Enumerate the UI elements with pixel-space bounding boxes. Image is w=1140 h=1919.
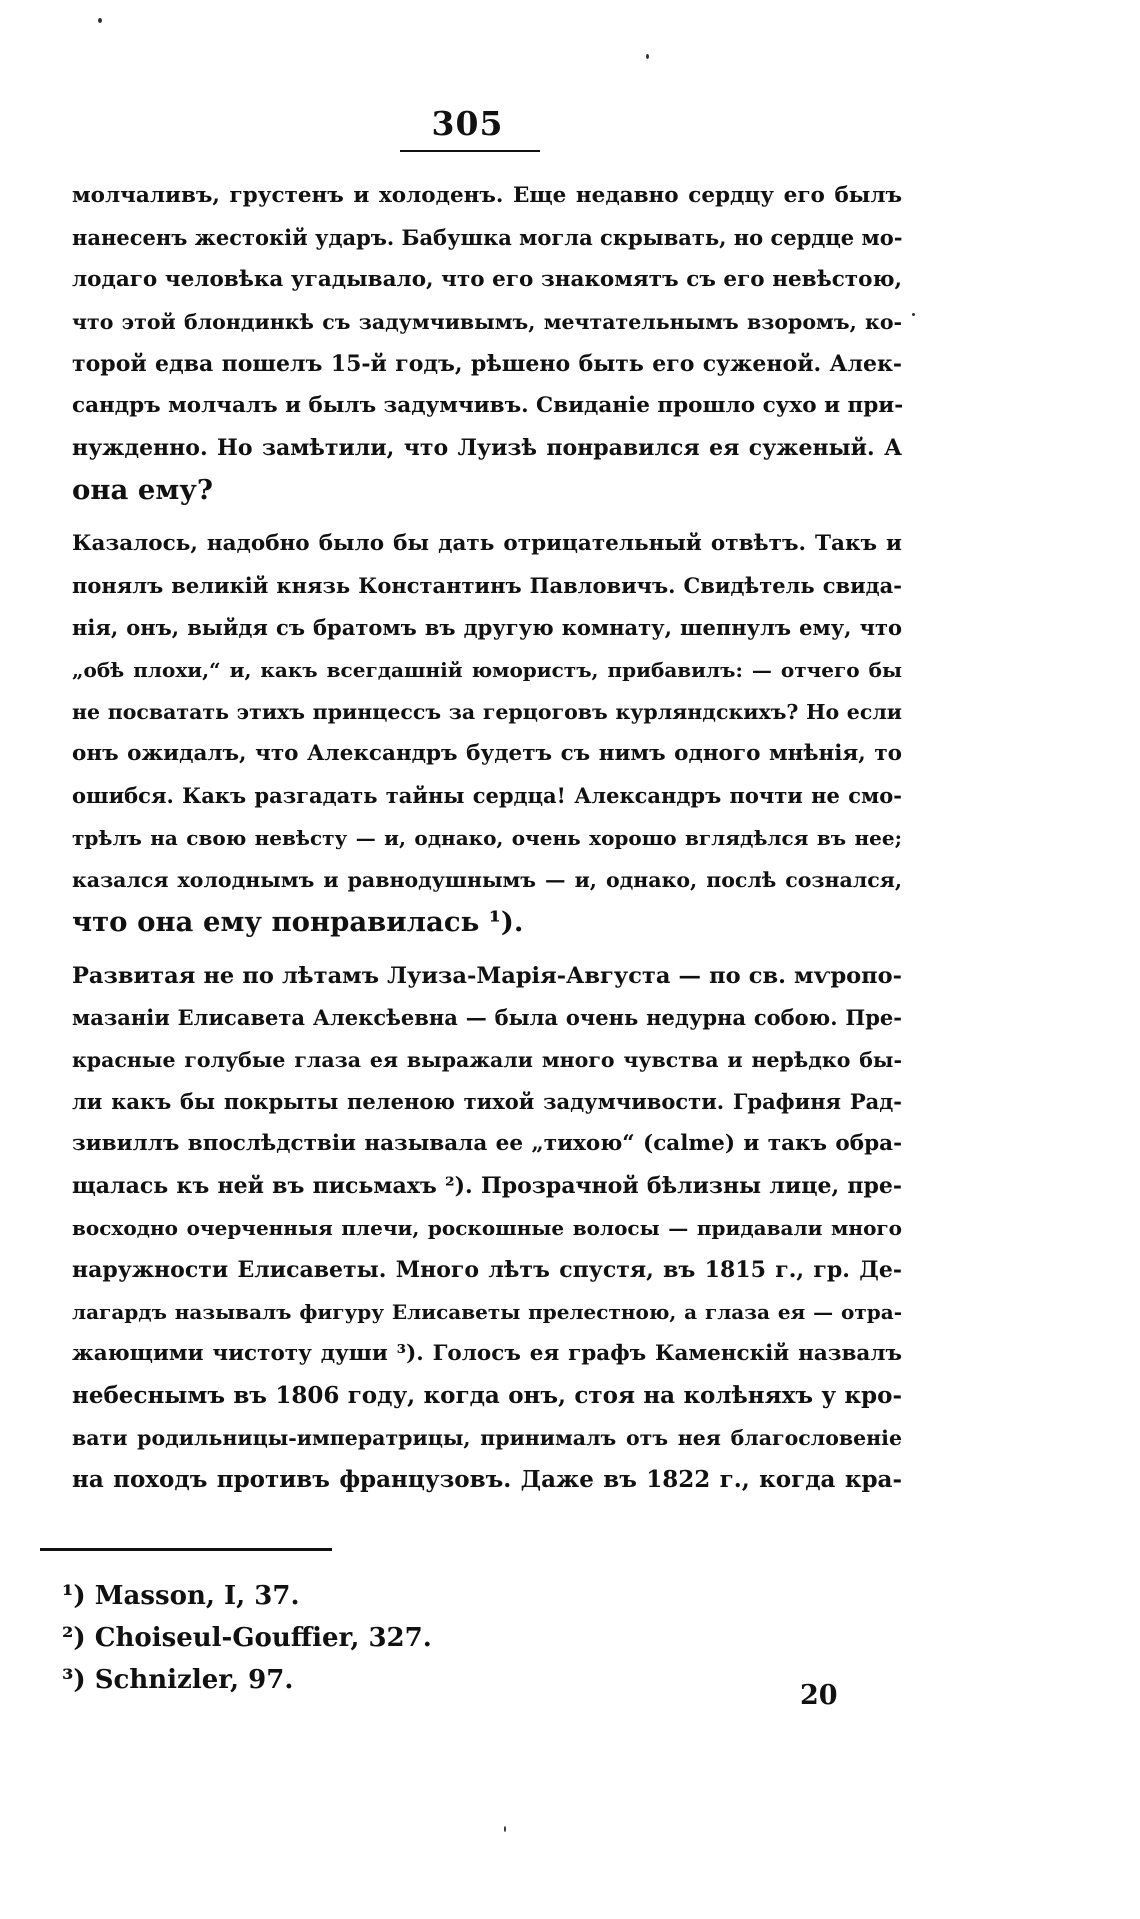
page-number-underline	[400, 150, 540, 152]
footnote-mark: ²)	[62, 1623, 86, 1653]
footnotes	[62, 1575, 432, 1701]
footnote	[62, 1575, 432, 1617]
text-line: наружности Елисаветы. Много лѣтъ спустя, въ 1815 г., гр. Де-	[72, 1257, 902, 1283]
footnote	[62, 1617, 432, 1659]
footnote-text: Schnizler, 97.	[94, 1665, 294, 1695]
text-line: восходно очерченныя плечи, роскошные волосы — придавали много	[72, 1216, 902, 1240]
text-line: жающими чистоту души ³). Голосъ ея графъ Каменскій назвалъ	[72, 1341, 902, 1366]
footnote	[62, 1659, 432, 1701]
signature-mark: 20	[800, 1680, 838, 1711]
text-line: на походъ противъ французовъ. Даже въ 1822 г., когда кра-	[72, 1466, 902, 1493]
scan-speck	[98, 18, 102, 23]
paragraph-gap	[72, 943, 902, 955]
footnote-separator	[40, 1548, 332, 1551]
text-line: понялъ великій князь Константинъ Павловичъ. Свидѣтель свида-	[72, 573, 902, 598]
text-line: лодаго человѣка угадывало, что его знакомятъ съ его невѣстою,	[72, 267, 902, 292]
scan-speck	[504, 1826, 506, 1832]
text-line: трѣлъ на свою невѣсту — и, однако, очень хорошо вглядѣлся въ нее;	[72, 826, 902, 850]
footnote-text: Choiseul-Gouffier, 327.	[94, 1623, 432, 1653]
text-line: она ему?	[72, 474, 213, 506]
text-line: Развитая не по лѣтамъ Луиза-Марія-Августа — по св. мѵропо-	[72, 963, 902, 989]
text-line: небеснымъ въ 1806 году, когда онъ, стоя на колѣняхъ у кро-	[72, 1382, 902, 1409]
text-line: зивиллъ впослѣдствіи называла ее „тихою“ (calme) и такъ обра-	[72, 1131, 902, 1156]
footnote-text: Masson, I, 37.	[94, 1581, 300, 1611]
text-line: красные голубые глаза ея выражали много чувства и нерѣдко бы-	[72, 1048, 902, 1072]
footnote-mark: ³)	[62, 1665, 86, 1695]
footnote-mark: ¹)	[62, 1581, 86, 1611]
text-line: Казалось, надобно было бы дать отрицательный отвѣтъ. Такъ и	[72, 531, 902, 556]
text-line: „обѣ плохи,“ и, какъ всегдашній юмористъ, прибавилъ: — отчего бы	[72, 658, 902, 682]
text-line: лагардъ называлъ фигуру Елисаветы прелестною, а глаза ея — отра-	[72, 1300, 902, 1324]
text-line: что этой блондинкѣ съ задумчивымъ, мечтательнымъ взоромъ, ко-	[72, 310, 902, 334]
scan-speck	[646, 54, 649, 59]
text-line: онъ ожидалъ, что Александръ будетъ съ нимъ одного мнѣнія, то	[72, 741, 902, 766]
text-line: мазаніи Елисавета Алексѣевна — была очень недурна собою. Пре-	[72, 1005, 902, 1030]
text-line: нанесенъ жестокій ударъ. Бабушка могла скрывать, но сердце мо-	[72, 225, 903, 250]
text-line: торой едва пошелъ 15-й годъ, рѣшено быть его суженой. Алек-	[72, 351, 902, 377]
text-line: вати родильницы-императрицы, принималъ отъ нея благословеніе	[72, 1426, 902, 1450]
text-line: нужденно. Но замѣтили, что Луизѣ понравился ея суженый. А	[72, 435, 902, 461]
text-line: что она ему понравилась ¹).	[72, 906, 524, 938]
text-line: молчаливъ, грустенъ и холоденъ. Еще недавно сердцу его былъ	[72, 183, 902, 208]
text-line: не посватать этихъ принцессъ за герцоговъ курляндскихъ? Но если	[72, 700, 902, 724]
text-line: ошибся. Какъ разгадать тайны сердца! Александръ почти не смо-	[72, 783, 902, 808]
text-line: сандръ молчалъ и былъ задумчивъ. Свиданіе прошло сухо и при-	[72, 393, 904, 418]
paragraph-gap	[72, 511, 902, 523]
scan-speck	[912, 313, 915, 316]
text-line: казался холоднымъ и равнодушнымъ — и, однако, послѣ сознался,	[72, 868, 902, 892]
body-text	[72, 175, 902, 1501]
text-line: ли какъ бы покрыты пеленою тихой задумчивости. Графиня Рад-	[72, 1089, 902, 1114]
text-line: нія, онъ, выйдя съ братомъ въ другую комнату, шепнулъ ему, что	[72, 615, 902, 640]
page-number: 305	[431, 104, 504, 143]
text-line: щалась къ ней въ письмахъ ²). Прозрачной бѣлизны лице, пре-	[72, 1173, 902, 1199]
